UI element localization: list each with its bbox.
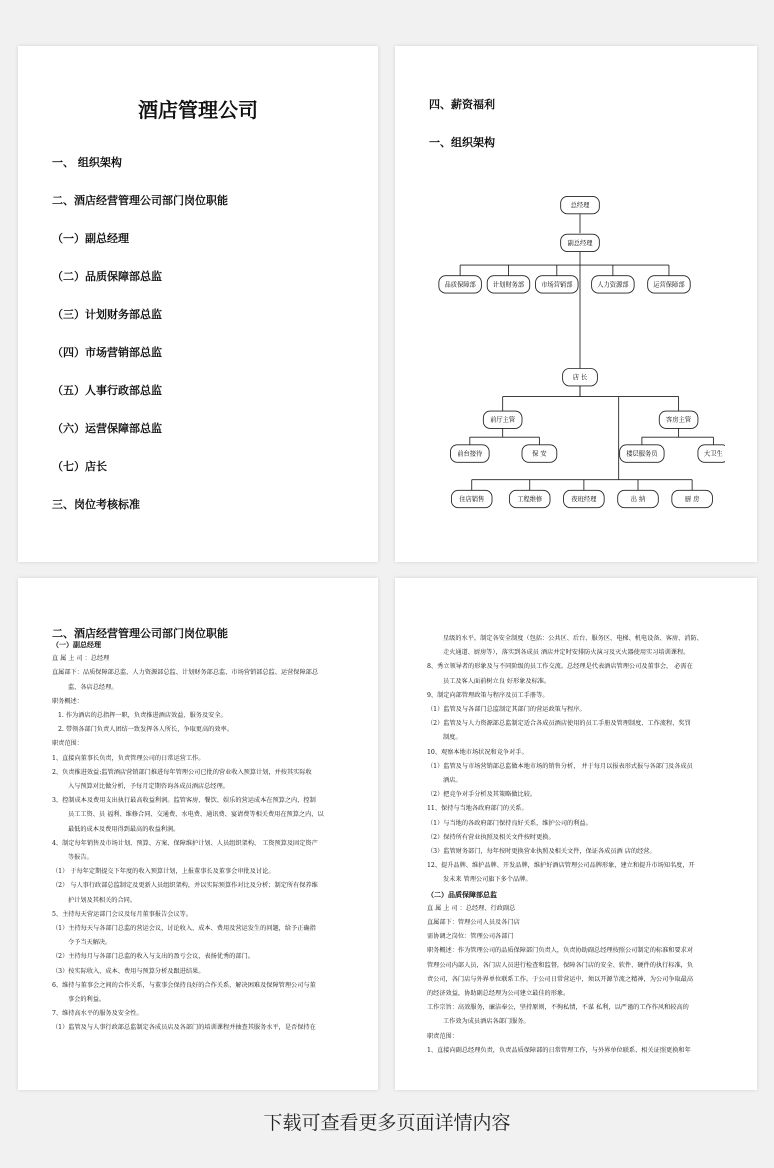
- org-box-bottom: [451, 490, 492, 507]
- heading-org: 一、组织架构: [429, 136, 495, 149]
- text-line: （2）把竞争对手分析及其策略做比较。: [427, 791, 537, 799]
- text-line: 直属部下：管理公司人员及各门店: [427, 919, 520, 927]
- text-line: 直 属 上 司 ：总经理、行政副总: [427, 904, 516, 912]
- svg-text:总经理: 总经理: [570, 202, 590, 210]
- toc-item: （二）品质保障部总监: [52, 270, 162, 283]
- text-line: （2）主持每月与各部门总监的收入与支出的盈亏会议，表扬优秀的部门。: [52, 953, 254, 961]
- svg-text:运营保障部: 运营保障部: [653, 281, 685, 289]
- text-line: 直属部下：品质保障部总监、人力资源部总监、计划财务部总监、市场营销部总监、运营保障部总: [52, 669, 319, 677]
- text-line: 令予当天解决。: [68, 939, 112, 947]
- org-box-staff: [522, 445, 557, 462]
- org-box-department: [487, 276, 530, 293]
- org-box-staff: [450, 445, 489, 462]
- svg-text:保 安: 保 安: [532, 450, 547, 458]
- text-line: 直 属 上 司 ：总经理: [52, 655, 110, 663]
- svg-text:楼层服务员: 楼层服务员: [626, 450, 658, 458]
- text-line: 走火通道、厨房等），落实到各成员 酒店并定时安排防火演习及灭火器使用实习培训课程。: [443, 649, 690, 657]
- org-box-bottom: [509, 490, 550, 507]
- org-box-department: [536, 276, 579, 293]
- svg-text:前台接待: 前台接待: [457, 450, 483, 458]
- org-box-department: [439, 276, 482, 293]
- text-line: 4、制定每年销售及市场计划、预算、方案、保障维护计划、人员组织架构、 工资预算及固定资产: [52, 839, 318, 847]
- text-line: 职责范围：: [427, 1032, 458, 1040]
- text-line: 2. 带领各部门负责人团结一致发挥各人所长，争取更高的效率。: [58, 726, 233, 734]
- section-heading: 二、酒店经营管理公司部门岗位职能: [52, 627, 228, 640]
- org-box-bottom: [618, 490, 659, 507]
- text-line: 6、维持与董事会之间的合作关系，与董事会保持良好的合作关系，解决困难及保障管理公司与董: [52, 981, 316, 989]
- text-line: 1. 作为酒店的总指挥一职，负责推进酒店效益、服务及安全。: [58, 712, 227, 720]
- text-line: 酒店。: [443, 777, 462, 785]
- svg-text:前厅主管: 前厅主管: [490, 416, 516, 424]
- svg-text:人力资源部: 人力资源部: [597, 281, 629, 289]
- org-box-deputy: [561, 234, 600, 251]
- text-line: 12、提升品牌、维护品牌、开发品牌，维护好酒店管理公司品牌形象，建立和提升市场知名度，开: [427, 862, 695, 870]
- org-box-manager: [483, 411, 522, 428]
- toc-item: （七）店长: [52, 460, 107, 473]
- text-line: 1、直接向董事长负责，负责管理公司的日常运营工作。: [52, 754, 205, 762]
- svg-text:出 纳: 出 纳: [630, 495, 646, 503]
- text-line: 5、主持每天营运部门会议及每月董事报告会议等。: [52, 910, 193, 918]
- svg-text:工程维修: 工程维修: [517, 495, 543, 503]
- text-line: 最低的成本及费用得到最高的收益利润。: [68, 825, 180, 833]
- text-line: 等报告。: [68, 854, 93, 862]
- org-box-bottom: [564, 490, 605, 507]
- text-line: （1） 于每年定期提交下年度的收入预算计划，上报董事长及董事会审批及讨论。: [52, 868, 275, 876]
- text-line: （2）监管及与人力资源部总监制定适合各成员酒店使用的员工手册及管理制度、工作流程、奖罚: [427, 720, 691, 728]
- svg-text:夜班经理: 夜班经理: [571, 495, 597, 503]
- org-box-bottom: [672, 490, 713, 507]
- page-4: [395, 578, 757, 1090]
- toc-item: （三）计划财务部总监: [52, 308, 162, 321]
- text-line: 工作效为成员酒店各部门服务。: [443, 1018, 530, 1026]
- text-line: 责公司，各门店与外界单位联系工作。于公司日常营运中，须以开源节流之精神，为公司争取最高: [427, 975, 694, 983]
- text-line: 事会的利益。: [68, 996, 106, 1004]
- toc-item: 三、岗位考核标准: [52, 498, 140, 511]
- heading-salary: 四、薪资福利: [429, 98, 495, 111]
- download-more-footer[interactable]: 下载可查看更多页面详情内容: [263, 1112, 511, 1134]
- text-line: 10、观察本地市场状况和竞争对手。: [427, 748, 528, 756]
- text-line: 员工及客人面前树立良 好形象及标准。: [443, 677, 551, 685]
- text-line: 工作宗旨：高效服务，廉洁奉公，坚持原则，不徇私情，不谋 私利，以严谨的工作作风和较高的: [427, 1004, 689, 1012]
- svg-text:大卫生: 大卫生: [703, 450, 723, 458]
- svg-text:客房主管: 客房主管: [666, 416, 692, 424]
- text-line: （一）副总经理: [52, 640, 101, 649]
- text-line: 需协调之岗位：管理公司各部门: [427, 933, 514, 941]
- org-chart: [435, 184, 725, 524]
- text-line: 职责范围：: [52, 740, 83, 748]
- toc-item: （五）人事行政部总监: [52, 384, 162, 397]
- toc-item: （一）副总经理: [52, 232, 129, 245]
- text-line: 7、维持高水平的服务及安全性。: [52, 1010, 143, 1018]
- text-line: 1、直接向副总经理负责，负责品质保障部的日常管理工作，与外界单位联系、相关证照更换和年: [427, 1046, 691, 1054]
- org-box-staff: [620, 445, 664, 462]
- text-line: 监、各店总经理。: [68, 683, 118, 691]
- text-line: 制度。: [443, 734, 462, 742]
- toc-item: 二、酒店经营管理公司部门岗位职能: [52, 194, 228, 207]
- org-box-manager: [659, 411, 698, 428]
- org-box-top: [561, 196, 600, 213]
- org-box-department: [592, 276, 635, 293]
- text-line: （1）监管及与市场营销部总监做本地市场的销售分析， 并于每月以报表形式报与各部门及各成员: [427, 762, 693, 770]
- text-line: 入与预算对比做分析，予每月定期咨询各成员酒店总经理。: [68, 783, 229, 791]
- text-line: 的经济效益，协助副总经理为公司建立最佳的形象。: [427, 990, 570, 998]
- svg-text:厨 房: 厨 房: [684, 495, 700, 503]
- org-box-store: [563, 369, 598, 386]
- text-line: 发未来 管理公司旗下多个品牌。: [443, 876, 532, 884]
- svg-text:店 长: 店 长: [572, 374, 588, 382]
- text-line: 职务概述：: [52, 697, 83, 705]
- text-line: （3）监管财务部门，每年按时更换营业执照及相关文件，保证各成员酒 店的经营。: [427, 848, 656, 856]
- svg-text:计划财务部: 计划财务部: [492, 281, 525, 289]
- text-line: 员工工资、员 福利、维修合同、交通费、水电费、通讯费、宴请费等相关费用在预算之内，以: [68, 811, 324, 819]
- text-line: 护计划及其相关的合同。: [68, 896, 137, 904]
- toc-item: （六）运营保障部总监: [52, 422, 162, 435]
- page-4-body: [427, 632, 703, 1058]
- org-box-department: [648, 276, 691, 293]
- text-line: 职务概述：作为管理公司的品质保障部门负责人，负责协助副总经理按照公司制定的标准和要求对: [427, 947, 694, 955]
- page-1: [18, 46, 378, 562]
- text-line: （1）与当地的各政府部门保持良好关系，维护公司的利益。: [427, 819, 592, 827]
- text-line: （二）品质保障部总监: [427, 889, 497, 899]
- org-box-staff: [698, 445, 725, 462]
- text-line: 11、保持与当地各政府部门的关系。: [427, 805, 528, 813]
- page-3: [18, 578, 378, 1090]
- text-line: 9、制定向部管理政策与程序及员工手册等。: [427, 691, 549, 699]
- text-line: 3、控制成本及费用支出执行最高收益利润。监管客房、餐饮、娱乐的营运成本在预算之内，控制: [52, 797, 316, 805]
- svg-text:市场营销部: 市场营销部: [541, 281, 573, 289]
- text-line: 8、秀立领导者的形象及与不同阶级的员工作交流。总经理是代表酒店管理公司及董事会， 必需在: [427, 663, 693, 671]
- svg-text:住店销售: 住店销售: [459, 495, 485, 503]
- text-line: （2）保持所有营业执照及相关文件按时更换。: [427, 833, 555, 841]
- page-3-body: [52, 638, 324, 1036]
- document-title: 酒店管理公司: [138, 98, 258, 122]
- page-2: [395, 46, 757, 562]
- text-line: （1）主持每天与各部门总监的营运会议，讨论收入、成本、费用及营运发生的问题，给予正确指: [52, 925, 316, 933]
- svg-text:品质保障部: 品质保障部: [444, 281, 476, 289]
- text-line: （1）监管及与人事行政部总监制定各成员店及各部门的培训课程并抽查其服务水平，是否保持在: [52, 1024, 316, 1032]
- text-line: 星级的水平。制定各安全制度（包括：公共区、后台、服务区、电梯、机电设备、客房、消防、: [443, 635, 703, 642]
- toc-item: 一、 组织架构: [52, 156, 122, 169]
- text-line: （2） 与人事行政部总监制定及更新人员组织架构，并以实际预算作对比及分析；制定所有保养维: [52, 882, 318, 890]
- text-line: 2、负责推进效益:监管酒店营销部门推进每年管理公司已批的营业收入预算计划，并按其实际收: [52, 768, 312, 776]
- svg-text:副总经理: 副总经理: [567, 239, 593, 247]
- toc-item: （四）市场营销部总监: [52, 346, 162, 359]
- text-line: 管理公司内部人员，各门店人员进行检查和监督，保障各门店的安全、软件、硬件的执行标准，负: [427, 961, 694, 969]
- text-line: （1）监管及与各部门总监制定其部门的营运政策与程序。: [427, 706, 586, 714]
- text-line: （3）按实际收入、成本、费用与预算分析及跟进结果。: [52, 967, 205, 975]
